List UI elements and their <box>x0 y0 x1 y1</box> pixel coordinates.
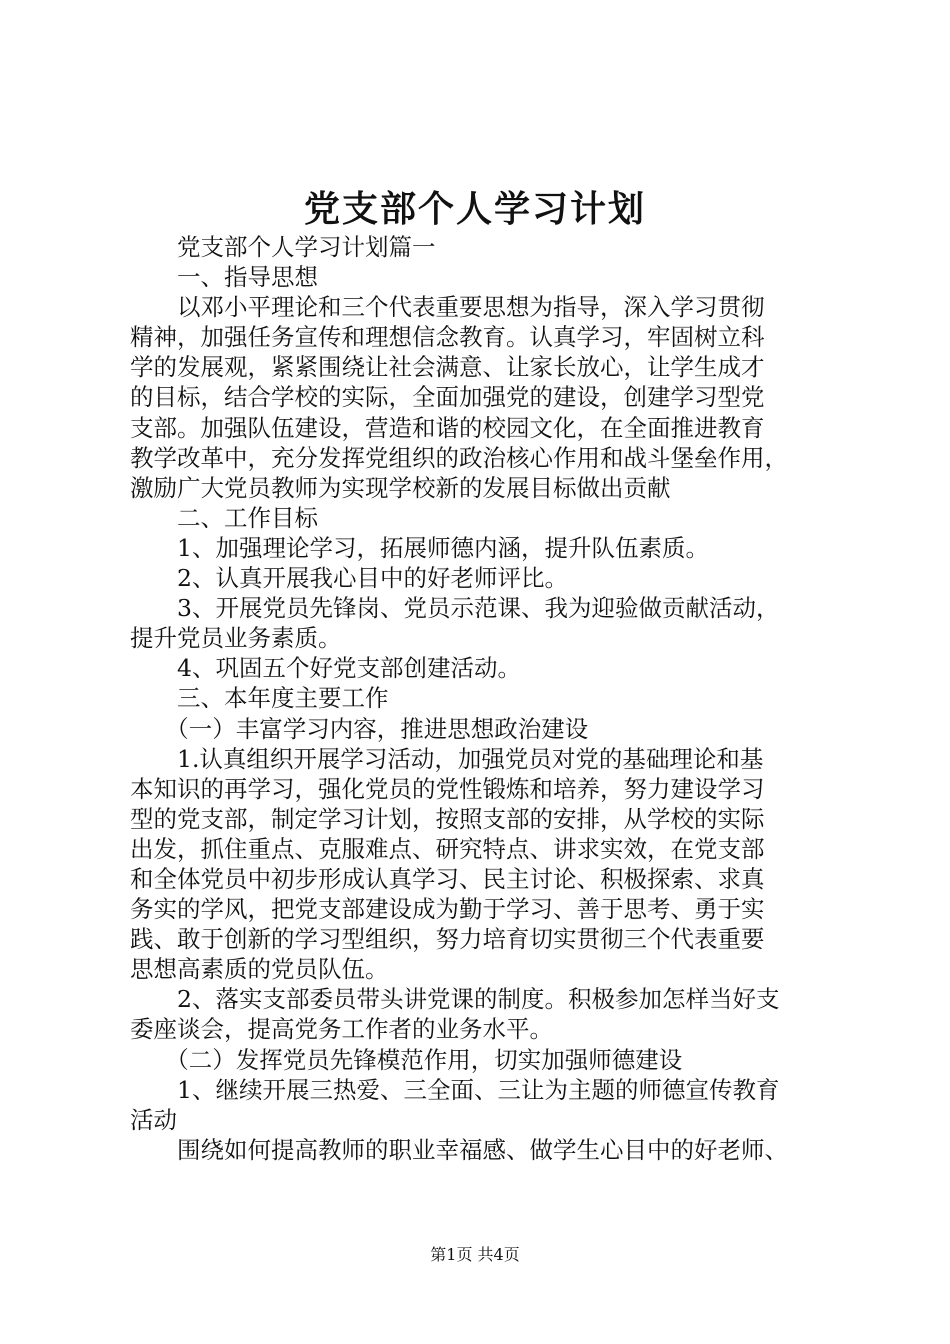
text-line: 和全体党员中初步形成认真学习、民主讨论、积极探索、求真 <box>130 864 765 893</box>
text-line: 激励广大党员教师为实现学校新的发展目标做出贡献 <box>130 473 671 502</box>
text-line: 一、指导思想 <box>130 263 318 292</box>
text-line: 支部。加强队伍建设，营造和谐的校园文化，在全面推进教育 <box>130 413 765 442</box>
text-line: 务实的学风，把党支部建设成为勤于学习、善于思考、勇于实 <box>130 895 765 924</box>
text-line: 3、开展党员先锋岗、党员示范课、我为迎验做贡献活动， <box>130 594 780 623</box>
document-body <box>130 232 830 1165</box>
text-line: 4、巩固五个好党支部创建活动。 <box>130 654 521 683</box>
text-line: 出发，抓住重点、克服难点、研究特点、讲求实效，在党支部 <box>130 834 765 863</box>
text-line: （一）丰富学习内容，推进思想政治建设 <box>130 714 589 743</box>
text-line: 1.认真组织开展学习活动，加强党员对党的基础理论和基 <box>130 744 764 773</box>
text-line: 2、认真开展我心目中的好老师评比。 <box>130 564 568 593</box>
text-line: 的目标，结合学校的实际，全面加强党的建设，创建学习型党 <box>130 383 765 412</box>
page-footer: 第1页 共4页 <box>430 1245 520 1264</box>
text-line: 党支部个人学习计划篇一 <box>130 233 436 261</box>
text-line: 思想高素质的党员队伍。 <box>130 955 389 984</box>
text-line: 委座谈会，提高党务工作者的业务水平。 <box>130 1015 553 1044</box>
text-line: 教学改革中，充分发挥党组织的政治核心作用和战斗堡垒作用， <box>130 443 788 472</box>
text-line: 1、继续开展三热爱、三全面、三让为主题的师德宣传教育 <box>130 1075 780 1104</box>
text-line: （二）发挥党员先锋模范作用，切实加强师德建设 <box>130 1045 683 1074</box>
text-line: 学的发展观，紧紧围绕让社会满意、让家长放心，让学生成才 <box>130 353 765 382</box>
text-line: 围绕如何提高教师的职业幸福感、做学生心目中的好老师、 <box>130 1135 788 1164</box>
text-line: 践、敢于创新的学习型组织，努力培育切实贯彻三个代表重要 <box>130 925 765 954</box>
text-line: 本知识的再学习，强化党员的党性锻炼和培养，努力建设学习 <box>130 774 765 803</box>
text-line: 2、落实支部委员带头讲党课的制度。积极参加怎样当好支 <box>130 985 780 1014</box>
text-line: 提升党员业务素质。 <box>130 624 342 653</box>
text-line: 1、加强理论学习，拓展师德内涵，提升队伍素质。 <box>130 533 709 562</box>
text-line: 以邓小平理论和三个代表重要思想为指导，深入学习贯彻 <box>130 293 765 322</box>
text-line: 精神，加强任务宣传和理想信念教育。认真学习，牢固树立科 <box>130 323 765 352</box>
text-line: 二、工作目标 <box>130 503 318 532</box>
text-line: 型的党支部，制定学习计划，按照支部的安排，从学校的实际 <box>130 804 765 833</box>
text-line: 活动 <box>130 1105 177 1134</box>
text-line: 三、本年度主要工作 <box>130 684 389 713</box>
document-title: 党支部个人学习计划 <box>303 188 646 230</box>
